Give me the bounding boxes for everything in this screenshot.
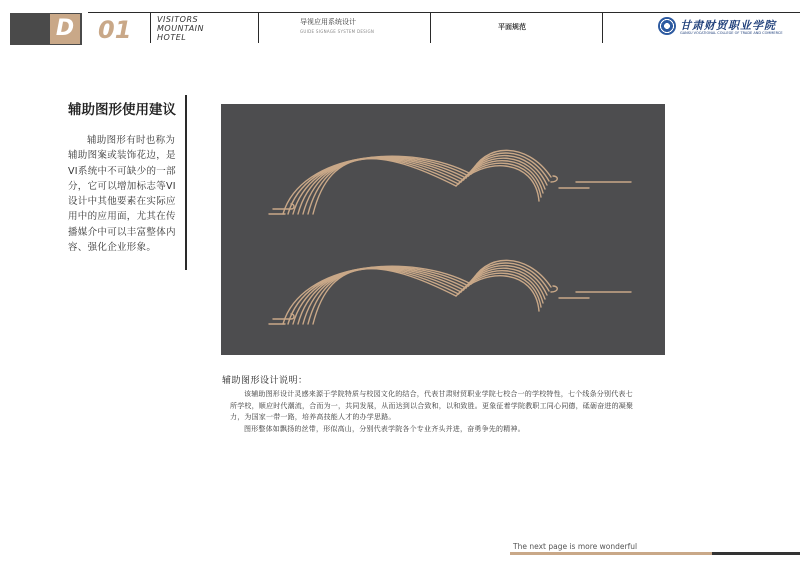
college-emblem-icon: [658, 17, 676, 35]
swirl-accent: [551, 286, 631, 298]
system-title: 导视应用系统设计: [300, 18, 356, 26]
ribbon-line: [459, 273, 542, 307]
header-divider: [150, 13, 151, 43]
college-name: 甘肃财贸职业学院: [680, 19, 776, 32]
swirl-accent: [269, 204, 294, 214]
brand-line: HOTEL: [157, 33, 187, 42]
system-subtitle: GUIDE SIGNAGE SYSTEM DESIGN: [300, 29, 375, 34]
brand-name: [157, 15, 204, 42]
section-title: 辅助图形使用建议: [68, 102, 176, 118]
header-divider: [258, 13, 259, 43]
footer-bar-dark: [712, 552, 800, 555]
auxiliary-graphic-svg: [221, 104, 665, 355]
category-label: 平面规范: [498, 23, 526, 31]
description-body: [230, 389, 634, 435]
header-divider: [602, 13, 603, 43]
section-letter: D: [50, 14, 80, 44]
college-name-en: GANSU VOCATIONAL COLLEGE OF TRADE AND COMMERCE: [680, 31, 783, 35]
header-rule: [88, 12, 800, 13]
swirl-accent: [551, 176, 631, 188]
brand-line: MOUNTAIN: [157, 24, 205, 33]
section-body: 辅助图形有时也称为辅助图案或装饰花边，是VI系统中不可缺少的一部分，它可以增加标志等VI设计中其他要素在实际应用中的应用面，尤其在传播媒介中可以丰富整体内容、强化企业形象。: [68, 135, 176, 254]
ribbon-line: [293, 157, 466, 214]
footer-bar-accent: [510, 552, 712, 555]
description-title: 辅助图形设计说明：: [222, 376, 308, 386]
ribbon-line: [459, 163, 542, 197]
description-paragraph: 图形整体如飘扬的丝带，形似高山，分别代表学院各个专业齐头并进，奋勇争先的精神。: [244, 424, 525, 433]
ribbon-line: [293, 267, 466, 324]
auxiliary-graphic-artwork: [221, 104, 665, 355]
header-divider: [430, 13, 431, 43]
page-number: 01: [98, 16, 132, 44]
footer-text: The next page is more wonderful: [513, 542, 638, 551]
brand-line: VISITORS: [157, 15, 199, 24]
page-header: [0, 0, 800, 60]
description-paragraph: 该辅助图形设计灵感来源于学院特质与校园文化的结合，代表甘肃财贸职业学院七校合一的学校特性，七个线条分别代表七所学校，顺应时代潮流，合而为一，共同发展，从而达到以合致和，以和致胜。更象征着学院教职工同心同德，砥砺奋进的凝聚力，为国家一带一路，培养高技能人才的办学思路。: [230, 390, 634, 421]
swirl-accent: [269, 314, 294, 324]
side-accent-bar: [185, 95, 187, 270]
